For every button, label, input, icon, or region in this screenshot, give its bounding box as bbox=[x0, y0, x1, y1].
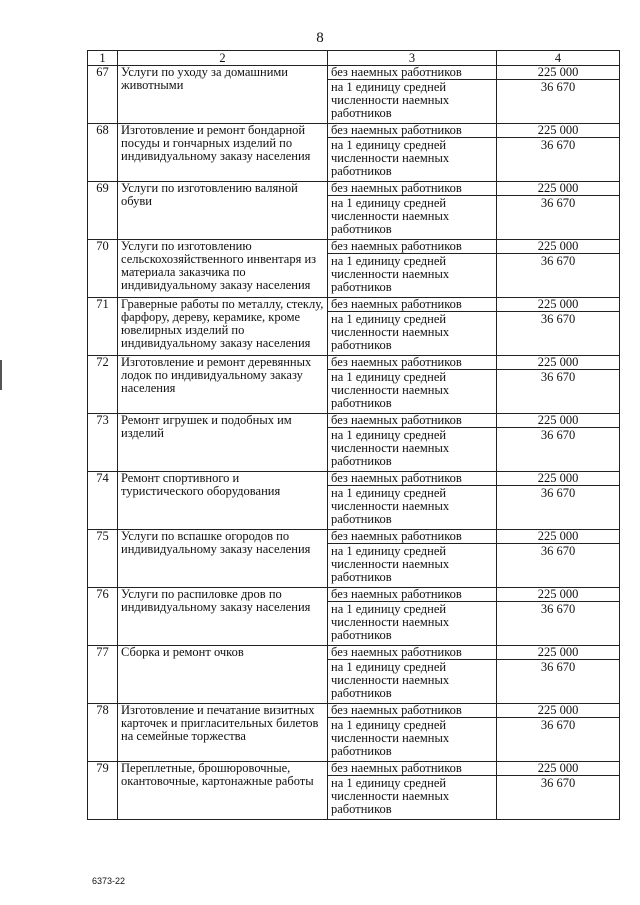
row-number: 71 bbox=[88, 298, 118, 356]
service-name: Изготовление и ремонт бондарной посуды и гончарных изделий по индивидуальному заказу населения bbox=[118, 124, 328, 182]
value-no-employees: 225 000 bbox=[497, 530, 620, 544]
row-number: 68 bbox=[88, 124, 118, 182]
column-header: 1 bbox=[88, 51, 118, 66]
value-no-employees: 225 000 bbox=[497, 762, 620, 776]
table-row bbox=[88, 124, 620, 138]
service-name: Услуги по изготовлению валяной обуви bbox=[118, 182, 328, 240]
condition-per-employee: на 1 единицу средней численности наемных работников bbox=[328, 660, 497, 704]
condition-no-employees: без наемных работников bbox=[328, 472, 497, 486]
condition-per-employee: на 1 единицу средней численности наемных работников bbox=[328, 602, 497, 646]
condition-per-employee: на 1 единицу средней численности наемных работников bbox=[328, 80, 497, 124]
value-per-employee: 36 670 bbox=[497, 776, 620, 820]
value-no-employees: 225 000 bbox=[497, 124, 620, 138]
service-name: Услуги по изготовлению сельскохозяйственного инвентаря из материала заказчика по индивидуальному заказу населения bbox=[118, 240, 328, 298]
value-per-employee: 36 670 bbox=[497, 312, 620, 356]
value-no-employees: 225 000 bbox=[497, 472, 620, 486]
value-per-employee: 36 670 bbox=[497, 718, 620, 762]
condition-no-employees: без наемных работников bbox=[328, 298, 497, 312]
row-number: 76 bbox=[88, 588, 118, 646]
condition-per-employee: на 1 единицу средней численности наемных работников bbox=[328, 544, 497, 588]
service-name: Ремонт игрушек и подобных им изделий bbox=[118, 414, 328, 472]
document-code: 6373-22 bbox=[92, 876, 126, 886]
column-header: 4 bbox=[497, 51, 620, 66]
row-number: 78 bbox=[88, 704, 118, 762]
value-no-employees: 225 000 bbox=[497, 182, 620, 196]
table-row bbox=[88, 66, 620, 80]
condition-per-employee: на 1 единицу средней численности наемных работников bbox=[328, 718, 497, 762]
value-no-employees: 225 000 bbox=[497, 240, 620, 254]
value-per-employee: 36 670 bbox=[497, 486, 620, 530]
condition-no-employees: без наемных работников bbox=[328, 182, 497, 196]
value-no-employees: 225 000 bbox=[497, 704, 620, 718]
service-name: Изготовление и печатание визитных карточек и пригласительных билетов на семейные торжества bbox=[118, 704, 328, 762]
condition-no-employees: без наемных работников bbox=[328, 66, 497, 80]
value-no-employees: 225 000 bbox=[497, 414, 620, 428]
service-name: Переплетные, брошюровочные, окантовочные, картонажные работы bbox=[118, 762, 328, 820]
row-number: 79 bbox=[88, 762, 118, 820]
table-row bbox=[88, 530, 620, 544]
condition-no-employees: без наемных работников bbox=[328, 356, 497, 370]
table-row bbox=[88, 182, 620, 196]
table-row bbox=[88, 240, 620, 254]
condition-no-employees: без наемных работников bbox=[328, 240, 497, 254]
table-body bbox=[88, 66, 620, 820]
table-row bbox=[88, 762, 620, 776]
condition-no-employees: без наемных работников bbox=[328, 588, 497, 602]
service-name: Граверные работы по металлу, стеклу, фарфору, дереву, керамике, кроме ювелирных изделий по индивидуальному заказу населения bbox=[118, 298, 328, 356]
column-header: 3 bbox=[328, 51, 497, 66]
condition-per-employee: на 1 единицу средней численности наемных работников bbox=[328, 776, 497, 820]
condition-per-employee: на 1 единицу средней численности наемных работников bbox=[328, 138, 497, 182]
value-no-employees: 225 000 bbox=[497, 646, 620, 660]
value-per-employee: 36 670 bbox=[497, 80, 620, 124]
value-per-employee: 36 670 bbox=[497, 602, 620, 646]
row-number: 72 bbox=[88, 356, 118, 414]
condition-no-employees: без наемных работников bbox=[328, 530, 497, 544]
service-name: Изготовление и ремонт деревянных лодок по индивидуальному заказу населения bbox=[118, 356, 328, 414]
service-name: Услуги по вспашке огородов по индивидуальному заказу населения bbox=[118, 530, 328, 588]
row-number: 75 bbox=[88, 530, 118, 588]
value-per-employee: 36 670 bbox=[497, 428, 620, 472]
row-number: 73 bbox=[88, 414, 118, 472]
condition-per-employee: на 1 единицу средней численности наемных работников bbox=[328, 312, 497, 356]
value-per-employee: 36 670 bbox=[497, 138, 620, 182]
condition-per-employee: на 1 единицу средней численности наемных работников bbox=[328, 428, 497, 472]
service-name: Ремонт спортивного и туристического оборудования bbox=[118, 472, 328, 530]
value-per-employee: 36 670 bbox=[497, 544, 620, 588]
column-header: 2 bbox=[118, 51, 328, 66]
row-number: 67 bbox=[88, 66, 118, 124]
service-name: Услуги по уходу за домашними животными bbox=[118, 66, 328, 124]
row-number: 69 bbox=[88, 182, 118, 240]
table-header-row bbox=[88, 51, 620, 66]
condition-per-employee: на 1 единицу средней численности наемных работников bbox=[328, 370, 497, 414]
table-row bbox=[88, 588, 620, 602]
table-row bbox=[88, 646, 620, 660]
row-number: 74 bbox=[88, 472, 118, 530]
page-number: 8 bbox=[316, 30, 324, 46]
value-no-employees: 225 000 bbox=[497, 356, 620, 370]
value-per-employee: 36 670 bbox=[497, 196, 620, 240]
condition-no-employees: без наемных работников bbox=[328, 646, 497, 660]
value-no-employees: 225 000 bbox=[497, 298, 620, 312]
value-per-employee: 36 670 bbox=[497, 370, 620, 414]
tariff-table bbox=[87, 50, 620, 820]
value-no-employees: 225 000 bbox=[497, 66, 620, 80]
condition-per-employee: на 1 единицу средней численности наемных работников bbox=[328, 196, 497, 240]
condition-no-employees: без наемных работников bbox=[328, 124, 497, 138]
value-no-employees: 225 000 bbox=[497, 588, 620, 602]
table-row bbox=[88, 472, 620, 486]
table-row bbox=[88, 704, 620, 718]
condition-no-employees: без наемных работников bbox=[328, 704, 497, 718]
value-per-employee: 36 670 bbox=[497, 660, 620, 704]
service-name: Услуги по распиловке дров по индивидуальному заказу населения bbox=[118, 588, 328, 646]
row-number: 70 bbox=[88, 240, 118, 298]
row-number: 77 bbox=[88, 646, 118, 704]
service-name: Сборка и ремонт очков bbox=[118, 646, 328, 704]
table-row bbox=[88, 356, 620, 370]
value-per-employee: 36 670 bbox=[497, 254, 620, 298]
condition-per-employee: на 1 единицу средней численности наемных работников bbox=[328, 486, 497, 530]
condition-no-employees: без наемных работников bbox=[328, 762, 497, 776]
condition-no-employees: без наемных работников bbox=[328, 414, 497, 428]
condition-per-employee: на 1 единицу средней численности наемных работников bbox=[328, 254, 497, 298]
table-row bbox=[88, 298, 620, 312]
scan-edge-mark bbox=[0, 360, 2, 390]
table-row bbox=[88, 414, 620, 428]
